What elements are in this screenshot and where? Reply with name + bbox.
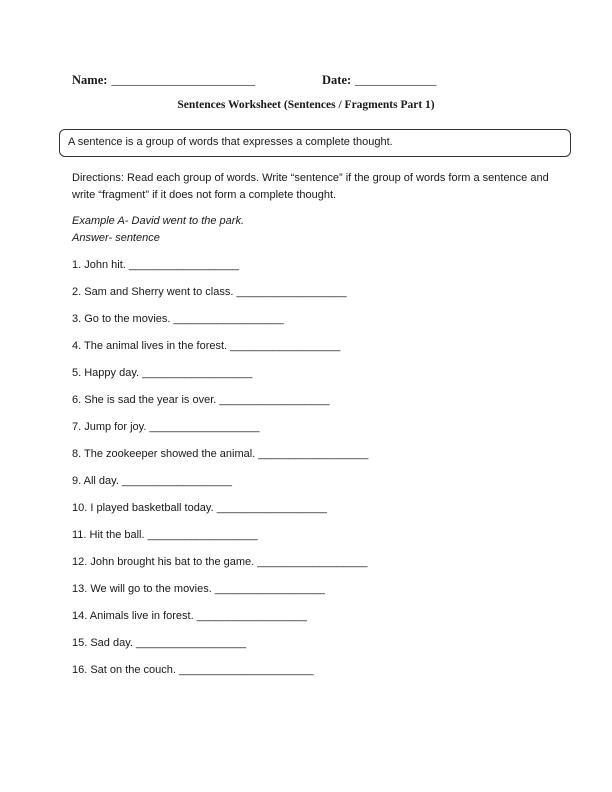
question-item: 5. Happy day. __________________ bbox=[72, 367, 253, 379]
question-item: 2. Sam and Sherry went to class. __________________ bbox=[72, 286, 347, 298]
question-list bbox=[72, 258, 368, 690]
question-item: 11. Hit the ball. __________________ bbox=[72, 529, 258, 541]
question-item: 15. Sad day. __________________ bbox=[72, 637, 247, 649]
question-item: 6. She is sad the year is over. __________________ bbox=[72, 394, 330, 406]
definition-box bbox=[59, 129, 571, 157]
question-item: 16. Sat on the couch. ______________________ bbox=[72, 664, 314, 676]
date-label: Date: bbox=[322, 73, 352, 87]
question-item: 13. We will go to the movies. __________________ bbox=[72, 583, 325, 595]
question-item: 12. John brought his bat to the game. __________________ bbox=[72, 556, 368, 568]
example-answer: Answer- sentence bbox=[72, 232, 160, 244]
name-blank: _______________________ bbox=[111, 73, 256, 87]
question-item: 7. Jump for joy. __________________ bbox=[72, 421, 260, 433]
worksheet-title: Sentences Worksheet (Sentences / Fragments Part 1) bbox=[177, 99, 435, 111]
question-item: 14. Animals live in forest. __________________ bbox=[72, 610, 307, 622]
date-field bbox=[322, 71, 436, 89]
question-item: 3. Go to the movies. __________________ bbox=[72, 313, 284, 325]
example-prompt: Example A- David went to the park. bbox=[72, 215, 245, 227]
name-label: Name: bbox=[72, 73, 108, 87]
directions-text: Directions: Read each group of words. Write “sentence” if the group of words form a sentence and write “fragment” if it does not form a complete thought. bbox=[72, 172, 549, 201]
definition-text: A sentence is a group of words that expresses a complete thought. bbox=[68, 136, 393, 148]
question-item: 1. John hit. __________________ bbox=[72, 259, 239, 271]
date-blank: _____________ bbox=[355, 73, 437, 87]
question-item: 4. The animal lives in the forest. __________________ bbox=[72, 340, 341, 352]
question-item: 10. I played basketball today. __________________ bbox=[72, 502, 327, 514]
question-item: 8. The zookeeper showed the animal. __________________ bbox=[72, 448, 369, 460]
question-item: 9. All day. __________________ bbox=[72, 475, 233, 487]
example-block bbox=[72, 213, 244, 247]
name-field bbox=[72, 71, 255, 89]
